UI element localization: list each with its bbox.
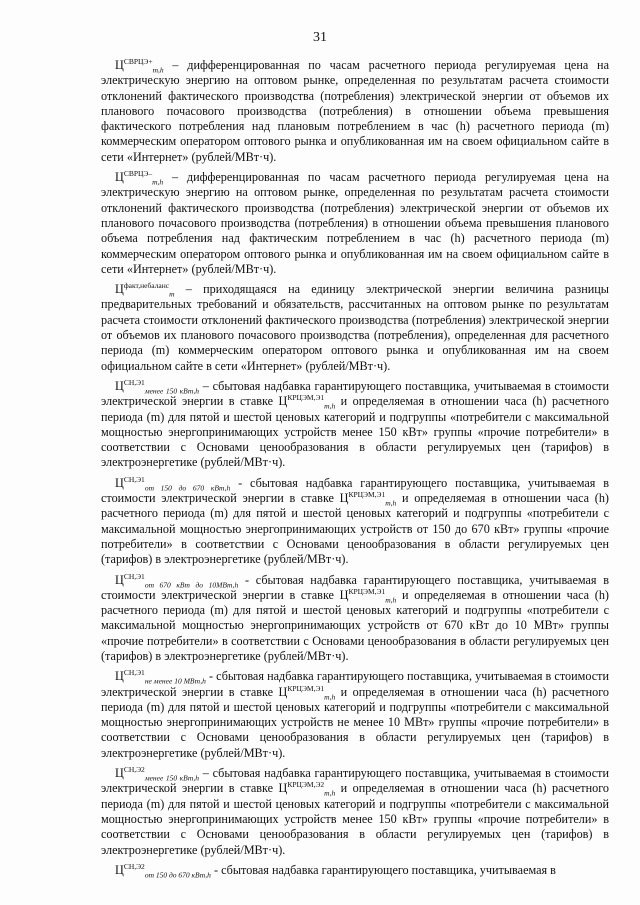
definition-paragraph xyxy=(101,379,609,471)
formula-symbol: $Ц^{СН,Э2}_{от 150 до 670 кВт,h}$ xyxy=(115,861,211,880)
rate-symbol: $Ц^{КРЦЭМ,Э1}_{m,h}$ xyxy=(339,586,397,605)
formula-symbol: $Ц^{СН,Э1}_{от 670 кВт до 10МВт,h}$ xyxy=(115,571,239,589)
definition-text: – приходящаяся на единицу электрической энергии величина разницы предварительных требований и обязательств, рассчитанных на оптовом рынке по результатам расчета стоимости отклонений фактического производства (потребления) электрической энергии от объемов их планового почасового производства (потребления), определенная для расчетного периода (m) коммерческим оператором оптового рынка и опубликованная им на своем официальном сайте в сети «Интернет» (рублей/МВт·ч). xyxy=(101,282,609,373)
definition-text: - сбытовая надбавка гарантирующего поставщика, учитываемая в стоимости электрической энергии в ставке xyxy=(101,572,609,602)
formula-symbol: $Ц^{СВРЦЭ+}_{m,h}$ xyxy=(115,56,164,75)
definition-paragraph xyxy=(101,669,609,761)
definition-text: – дифференцированная по часам расчетного периода регулируемая цена на электрическую энергию на оптовом рынке, определенная по результатам расчета стоимости отклонений фактического производства (потребления) электрической энергии от объемов их планового почасового производства (потребления) в отношении объема превышения фактического потребления над плановым потреблением в час (h) расчетного периода (m) коммерческим оператором оптового рынка и опубликованная им на своем официальном сайте в сети «Интернет» (рублей/МВт·ч). xyxy=(101,58,609,164)
document-body xyxy=(101,58,609,883)
definition-text-cont: и определяемая в отношении часа (h) расчетного периода (m) для пятой и шестой ценовых категорий и подгруппы «потребители с максимальной мощностью энергопринимающих устройств от 150 до 670 кВт» группы «прочие потребители» в соответствии с Основами ценообразования в области регулируемых цен (тарифов) в электроэнергетике (рублей/МВт·ч). xyxy=(101,491,609,567)
page-number: 31 xyxy=(313,30,327,45)
definition-text: - сбытовая надбавка гарантирующего поставщика, учитываемая в стоимости электрической энергии в ставке xyxy=(101,669,609,699)
rate-symbol: $Ц^{КРЦЭМ,Э1}_{m,h}$ xyxy=(278,393,336,411)
formula-symbol: $Ц^{СН,Э1}_{от 150 до 670 кВт,h}$ xyxy=(115,474,231,493)
definition-text-cont: и определяемая в отношении часа (h) расчетного периода (m) для пятой и шестой ценовых категорий и подгруппы «потребители с максимальной мощностью энергопринимающих устройств от 670 кВт до 10 МВт» группы «прочие потребители» в соответствии с Основами ценообразования в области регулируемых цен (тарифов) в электроэнергетике (рублей/МВт·ч). xyxy=(101,587,609,663)
definition-text: - сбытовая надбавка гарантирующего поставщика, учитываемая в стоимости электрической энергии в ставке xyxy=(101,475,609,506)
rate-symbol: $Ц^{КРЦЭМ,Э2}_{m,h}$ xyxy=(278,780,336,798)
definition-text-cont: и определяемая в отношении часа (h) расчетного периода (m) для пятой и шестой ценовых категорий и подгруппы «потребители с максимальной мощностью энергопринимающих устройств менее 150 кВт» группы «прочие потребители» в соответствии с Основами ценообразования в области регулируемых цен (тарифов) в электроэнергетике (рублей/МВт·ч). xyxy=(101,394,609,470)
definition-paragraph xyxy=(101,573,609,665)
definition-paragraph xyxy=(101,282,609,374)
definition-text: – сбытовая надбавка гарантирующего поставщика, учитываемая в стоимости электрической энергии в ставке xyxy=(101,766,609,796)
definition-paragraph xyxy=(101,766,609,858)
definition-text-cont: и определяемая в отношении часа (h) расчетного периода (m) для пятой и шестой ценовых категорий и подгруппы «потребители с максимальной мощностью энергопринимающих устройств менее 150 кВт» группы «прочие потребители» в соответствии с Основами ценообразования в области регулируемых цен (тарифов) в электроэнергетике (рублей/МВт·ч). xyxy=(101,781,609,857)
definition-text: - сбытовая надбавка гарантирующего поставщика, учитываемая в xyxy=(210,862,556,877)
definition-paragraph xyxy=(101,476,609,568)
formula-symbol: $Ц^{факт,небаланс}_m$ xyxy=(115,281,175,299)
definition-paragraph xyxy=(101,58,609,165)
formula-symbol: $Ц^{СН,Э2}_{менее 150 кВт,h}$ xyxy=(115,765,200,783)
definition-text-cont: и определяемая в отношении часа (h) расчетного периода (m) для пятой и шестой ценовых категорий и подгруппы «потребители с максимальной мощностью энергопринимающих устройств не менее 10 МВт» группы «прочие потребители» в соответствии с Основами ценообразования в области регулируемых цен (тарифов) в электроэнергетике (рублей/МВт·ч). xyxy=(101,684,609,760)
rate-symbol: $Ц^{КРЦЭМ,Э1}_{m,h}$ xyxy=(278,683,336,702)
definition-text: – сбытовая надбавка гарантирующего поставщика, учитываемая в стоимости электрической энергии в ставке xyxy=(101,378,609,409)
definition-paragraph xyxy=(101,170,609,277)
definition-text: – дифференцированная по часам расчетного периода регулируемая цена на электрическую энергию на оптовом рынке, определенная по результатам расчета стоимости отклонений фактического производства (потребления) электрической энергии от объемов их планового почасового производства (потребления) в отношении объема превышения планового объема потребления над фактическим потреблением в час (h) расчетного периода (m) коммерческим оператором оптового рынка и опубликованная им на своем официальном сайте в сети «Интернет» (рублей/МВт·ч). xyxy=(101,170,609,276)
formula-symbol: $Ц^{СВРЦЭ-}_{m,h}$ xyxy=(115,169,164,187)
formula-symbol: $Ц^{СН,Э1}_{менее 150 кВт,h}$ xyxy=(115,377,200,396)
rate-symbol: $Ц^{КРЦЭМ,Э1}_{m,h}$ xyxy=(339,489,397,508)
definition-paragraph xyxy=(101,863,609,878)
formula-symbol: $Ц^{СН,Э1}_{не менее 10 МВт,h}$ xyxy=(115,668,206,686)
